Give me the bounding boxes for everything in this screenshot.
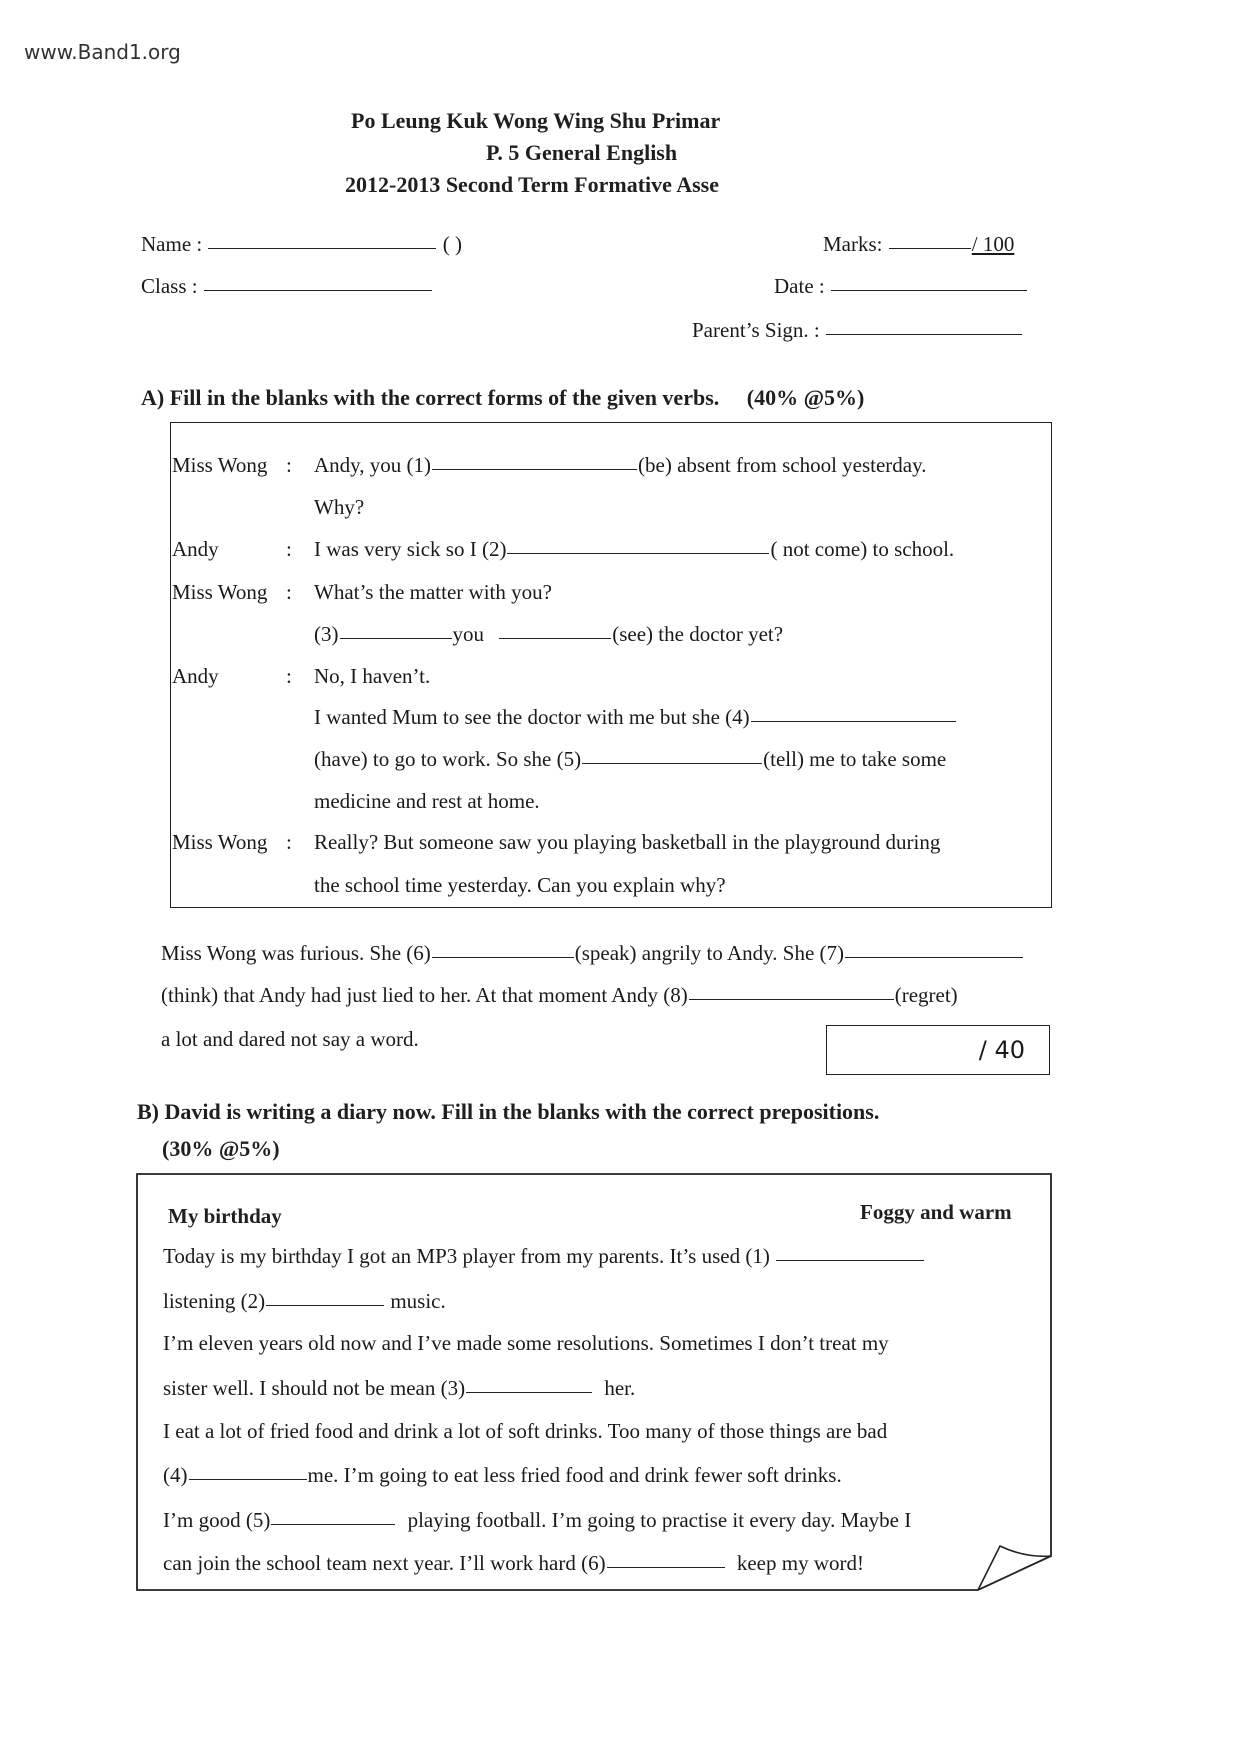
- blank-b6[interactable]: [607, 1565, 725, 1568]
- class-label: Class :: [141, 274, 198, 298]
- diary-line-3: I’m eleven years old now and I’ve made some resolutions. Sometimes I don’t treat my: [163, 1331, 889, 1355]
- speaker-label: Miss Wong: [172, 580, 268, 604]
- diary-text: music.: [390, 1289, 446, 1313]
- diary-line-7: [163, 1510, 911, 1531]
- diary-line-5: I eat a lot of fried food and drink a lot of soft drinks. Too many of those things are bad: [163, 1419, 888, 1443]
- dialogue-row-4-cont2: [314, 749, 946, 770]
- diary-text: Today is my birthday I got an MP3 player from my parents. It’s used (1): [163, 1244, 770, 1268]
- marks-input[interactable]: [889, 246, 971, 249]
- diary-text: sister well. I should not be mean (3): [163, 1376, 466, 1400]
- dialogue-row-4-cont3: medicine and rest at home.: [314, 789, 540, 813]
- dialogue-row-1-cont: Why?: [314, 495, 365, 519]
- narrative-line-1: [161, 943, 1024, 964]
- diary-title: My birthday: [168, 1204, 282, 1228]
- page-curl-icon: [978, 1546, 1051, 1590]
- diary-text: playing football. I’m going to practise it every day. Maybe I: [407, 1508, 912, 1532]
- section-a-score-box[interactable]: [826, 1025, 1050, 1075]
- dialogue-row-4: [172, 666, 430, 687]
- blank-a4[interactable]: [751, 719, 956, 722]
- parent-sign-label: Parent’s Sign. :: [692, 318, 820, 342]
- blank-a2[interactable]: [507, 551, 769, 554]
- date-field: [774, 276, 1028, 297]
- dialogue-row-1: [172, 455, 927, 476]
- blank-a3b[interactable]: [499, 636, 611, 639]
- diary-text: her.: [604, 1376, 636, 1400]
- diary-text: me. I’m going to eat less fried food and drink fewer soft drinks.: [307, 1463, 842, 1487]
- dialogue-text: (3): [314, 622, 339, 646]
- colon: :: [286, 453, 292, 477]
- diary-weather: Foggy and warm: [860, 1200, 1012, 1224]
- diary-line-6: [163, 1465, 842, 1486]
- dialogue-text: What’s the matter with you?: [314, 580, 552, 604]
- dialogue-row-4-cont1: [314, 707, 957, 728]
- blank-b3[interactable]: [466, 1390, 592, 1393]
- section-a-weight: (40% @5%): [746, 385, 865, 410]
- diary-text: listening (2): [163, 1289, 266, 1313]
- narrative-text: (think) that Andy had just lied to her. At that moment Andy (8): [161, 983, 688, 1007]
- narrative-text: (regret): [894, 983, 958, 1007]
- subject-title: P. 5 General English: [486, 140, 678, 165]
- parent-sign-field: [692, 320, 1023, 341]
- blank-b4[interactable]: [189, 1477, 307, 1480]
- diary-line-1: [163, 1246, 925, 1267]
- date-label: Date :: [774, 274, 825, 298]
- dialogue-text: (tell) me to take some: [763, 747, 947, 771]
- speaker-label: Andy: [172, 537, 219, 561]
- dialogue-text: you: [452, 622, 484, 646]
- marks-field: [823, 234, 1014, 255]
- section-b-heading: B) David is writing a diary now. Fill in the blanks with the correct prepositions.: [137, 1099, 880, 1124]
- diary-text: keep my word!: [736, 1551, 864, 1575]
- diary-text: I’m good (5): [163, 1508, 271, 1532]
- school-name: Po Leung Kuk Wong Wing Shu Primar: [351, 108, 721, 133]
- term-title: 2012-2013 Second Term Formative Asse: [345, 172, 719, 197]
- narrative-line-2: [161, 985, 958, 1006]
- class-field: [141, 276, 433, 297]
- diary-line-2: [163, 1291, 446, 1312]
- section-a-score-total: / 40: [978, 1036, 1025, 1064]
- section-a-instructions: A) Fill in the blanks with the correct forms of the given verbs.: [141, 385, 720, 410]
- blank-b2[interactable]: [266, 1303, 384, 1306]
- blank-a5[interactable]: [582, 761, 762, 764]
- narrative-line-3: a lot and dared not say a word.: [161, 1027, 419, 1051]
- blank-b1[interactable]: [776, 1258, 924, 1261]
- blank-a1[interactable]: [432, 467, 637, 470]
- marks-label: Marks:: [823, 232, 883, 256]
- narrative-text: Miss Wong was furious. She (6): [161, 941, 431, 965]
- section-b-weight: (30% @5%): [162, 1136, 280, 1161]
- diary-text: can join the school team next year. I’ll work hard (6): [163, 1551, 606, 1575]
- class-input[interactable]: [204, 288, 432, 291]
- dialogue-row-2: [172, 539, 954, 560]
- blank-b5[interactable]: [271, 1522, 395, 1525]
- dialogue-row-3-cont: [314, 624, 783, 645]
- dialogue-text: (see) the doctor yet?: [612, 622, 784, 646]
- diary-line-4: [163, 1378, 635, 1399]
- name-field: [141, 234, 462, 255]
- dialogue-text: (be) absent from school yesterday.: [638, 453, 927, 477]
- blank-a3a[interactable]: [340, 636, 452, 639]
- dialogue-text: Andy, you (1): [314, 453, 432, 477]
- colon: :: [286, 664, 292, 688]
- dialogue-text: (have) to go to work. So she (5): [314, 747, 582, 771]
- dialogue-text: I was very sick so I (2): [314, 537, 507, 561]
- dialogue-row-5-cont: the school time yesterday. Can you explain why?: [314, 873, 726, 897]
- dialogue-text: ( not come) to school.: [770, 537, 955, 561]
- narrative-text: (speak) angrily to Andy. She (7): [574, 941, 844, 965]
- dialogue-text: I wanted Mum to see the doctor with me but she (4): [314, 705, 750, 729]
- class-number-parens: ( ): [442, 232, 462, 256]
- diary-line-8: [163, 1553, 864, 1574]
- dialogue-text: No, I haven’t.: [314, 664, 431, 688]
- parent-sign-input[interactable]: [826, 332, 1022, 335]
- dialogue-row-3: [172, 582, 552, 603]
- speaker-label: Miss Wong: [172, 453, 268, 477]
- dialogue-text: Really? But someone saw you playing basketball in the playground during: [314, 830, 941, 854]
- diary-text: (4): [163, 1463, 188, 1487]
- section-a-heading: [141, 385, 864, 411]
- speaker-label: Miss Wong: [172, 830, 268, 854]
- date-input[interactable]: [831, 288, 1027, 291]
- name-input[interactable]: [208, 246, 436, 249]
- blank-a7[interactable]: [845, 955, 1023, 958]
- marks-total: / 100: [971, 232, 1015, 256]
- blank-a8[interactable]: [689, 997, 894, 1000]
- blank-a6[interactable]: [432, 955, 574, 958]
- dialogue-row-5: [172, 832, 940, 853]
- colon: :: [286, 537, 292, 561]
- colon: :: [286, 830, 292, 854]
- colon: :: [286, 580, 292, 604]
- speaker-label: Andy: [172, 664, 219, 688]
- site-watermark: www.Band1.org: [24, 40, 181, 64]
- name-label: Name :: [141, 232, 203, 256]
